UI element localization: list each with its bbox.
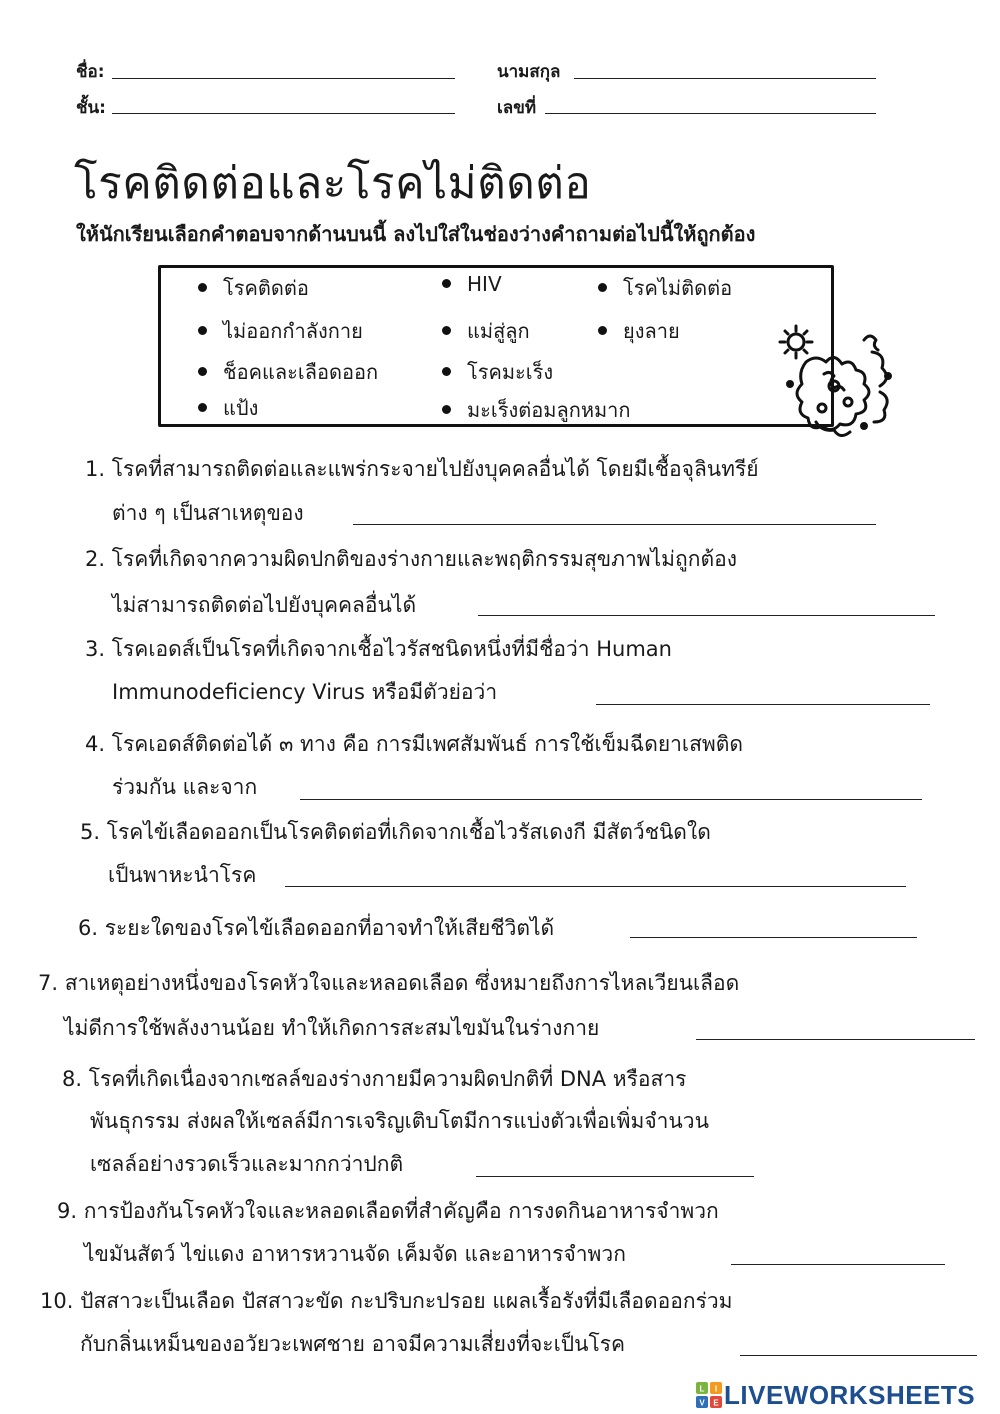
answer-5-line[interactable]: [285, 886, 906, 887]
surname-label: นามสกุล: [497, 62, 561, 82]
question-2-text: 2. โรคที่เกิดจากความผิดปกติของร่างกายและพฤติกรรมสุขภาพไม่ถูกต้อง: [85, 547, 737, 571]
question-9-text-cont: ไขมันสัตว์ ไข่แดง อาหารหวานจัด เค็มจัด และอาหารจำพวก: [84, 1242, 626, 1266]
question-10-text: 10. ปัสสาวะเป็นเลือด ปัสสาวะขัด กะปริบกะปรอย แผลเรื้อรังที่มีเลือดออกร่วม: [40, 1289, 733, 1313]
question-8-text-cont2: เซลล์อย่างรวดเร็วและมากกว่าปกติ: [90, 1152, 404, 1176]
answer-9-line[interactable]: [731, 1264, 945, 1265]
class-field[interactable]: [112, 113, 455, 114]
question-1-text: 1. โรคที่สามารถติดต่อและแพร่กระจายไปยังบุคคลอื่นได้ โดยมีเชื้อจุลินทรีย์: [85, 457, 759, 481]
answer-8-line[interactable]: [476, 1176, 754, 1177]
question-1-text-cont: ต่าง ๆ เป็นสาเหตุของ: [112, 501, 304, 525]
name-label: ชื่อ:: [76, 62, 105, 82]
logo-letter: E: [713, 1398, 719, 1408]
answer-6-line[interactable]: [630, 937, 917, 938]
answer-7-line[interactable]: [696, 1039, 975, 1040]
word-bank-item: ไม่ออกกำลังกาย: [198, 315, 363, 347]
question-7-text-cont: ไม่ดีการใช้พลังงานน้อย ทำให้เกิดการสะสมไขมันในร่างกาย: [64, 1016, 600, 1040]
answer-3-line[interactable]: [596, 704, 930, 705]
word-bank-item: ช็อคและเลือดออก: [198, 356, 378, 388]
question-2-text-cont: ไม่สามารถติดต่อไปยังบุคคลอื่นได้: [112, 593, 417, 617]
word-bank-item: โรคมะเร็ง: [442, 356, 553, 388]
question-10-text-cont: กับกลิ่นเหม็นของอวัยวะเพศชาย อาจมีความเสี่ยงที่จะเป็นโรค: [80, 1332, 626, 1356]
question-5-text: 5. โรคไข้เลือดออกเป็นโรคติดต่อที่เกิดจากเชื้อไวรัสเดงกี มีสัตว์ชนิดใด: [80, 820, 711, 844]
class-label: ชั้น:: [76, 98, 106, 118]
question-3-text: 3. โรคเอดส์เป็นโรคที่เกิดจากเชื้อไวรัสชนิดหนึ่งที่มีชื่อว่า Human: [85, 637, 672, 661]
liveworksheets-logo-icon: [696, 1382, 722, 1408]
instruction-text: ให้นักเรียนเลือกคำตอบจากด้านบนนี้ ลงไปใส่ในช่องว่างคำถามต่อไปนี้ให้ถูกต้อง: [76, 222, 756, 246]
question-6-text: 6. ระยะใดของโรคไข้เลือดออกที่อาจทำให้เสียชีวิตได้: [78, 916, 555, 940]
page-title: โรคติดต่อและโรคไม่ติดต่อ: [74, 158, 592, 209]
word-bank-item: โรคไม่ติดต่อ: [598, 272, 732, 304]
word-bank-item: แม่สู่ลูก: [442, 315, 530, 347]
liveworksheets-watermark[interactable]: [696, 1380, 996, 1410]
question-4-text-cont: ร่วมกัน และจาก: [112, 775, 258, 799]
word-bank-item: ยุงลาย: [598, 315, 680, 347]
virus-icon: [776, 322, 902, 444]
question-9-text: 9. การป้องกันโรคหัวใจและหลอดเลือดที่สำคัญคือ การงดกินอาหารจำพวก: [57, 1199, 719, 1223]
logo-letter: I: [714, 1384, 718, 1394]
answer-10-line[interactable]: [740, 1355, 977, 1356]
number-label: เลขที่: [497, 98, 537, 118]
question-8-text-cont: พันธุกรรม ส่งผลให้เซลล์มีการเจริญเติบโตมีการแบ่งตัวเพื่อเพิ่มจำนวน: [90, 1109, 709, 1133]
logo-letter: L: [699, 1384, 705, 1394]
question-4-text: 4. โรคเอดส์ติดต่อได้ ๓ ทาง คือ การมีเพศสัมพันธ์ การใช้เข็มฉีดยาเสพติด: [85, 732, 744, 756]
word-bank-item: แป้ง: [198, 392, 258, 424]
answer-1-line[interactable]: [353, 524, 876, 525]
question-8-text: 8. โรคที่เกิดเนื่องจากเซลล์ของร่างกายมีความผิดปกติที่ DNA หรือสาร: [62, 1067, 687, 1091]
word-bank-item: HIV: [442, 272, 502, 296]
name-field[interactable]: [112, 78, 455, 79]
answer-2-line[interactable]: [478, 615, 935, 616]
word-bank-item: โรคติดต่อ: [198, 272, 309, 304]
surname-field[interactable]: [574, 78, 876, 79]
word-bank-item: มะเร็งต่อมลูกหมาก: [442, 394, 631, 426]
number-field[interactable]: [545, 113, 876, 114]
watermark-text: LIVEWORKSHEETS: [724, 1380, 976, 1410]
question-3-text-cont: Immunodeficiency Virus หรือมีตัวย่อว่า: [112, 680, 498, 704]
question-7-text: 7. สาเหตุอย่างหนึ่งของโรคหัวใจและหลอดเลือด ซึ่งหมายถึงการไหลเวียนเลือด: [38, 971, 740, 995]
question-5-text-cont: เป็นพาหะนำโรค: [108, 863, 257, 887]
answer-4-line[interactable]: [300, 799, 922, 800]
logo-letter: V: [699, 1398, 705, 1408]
